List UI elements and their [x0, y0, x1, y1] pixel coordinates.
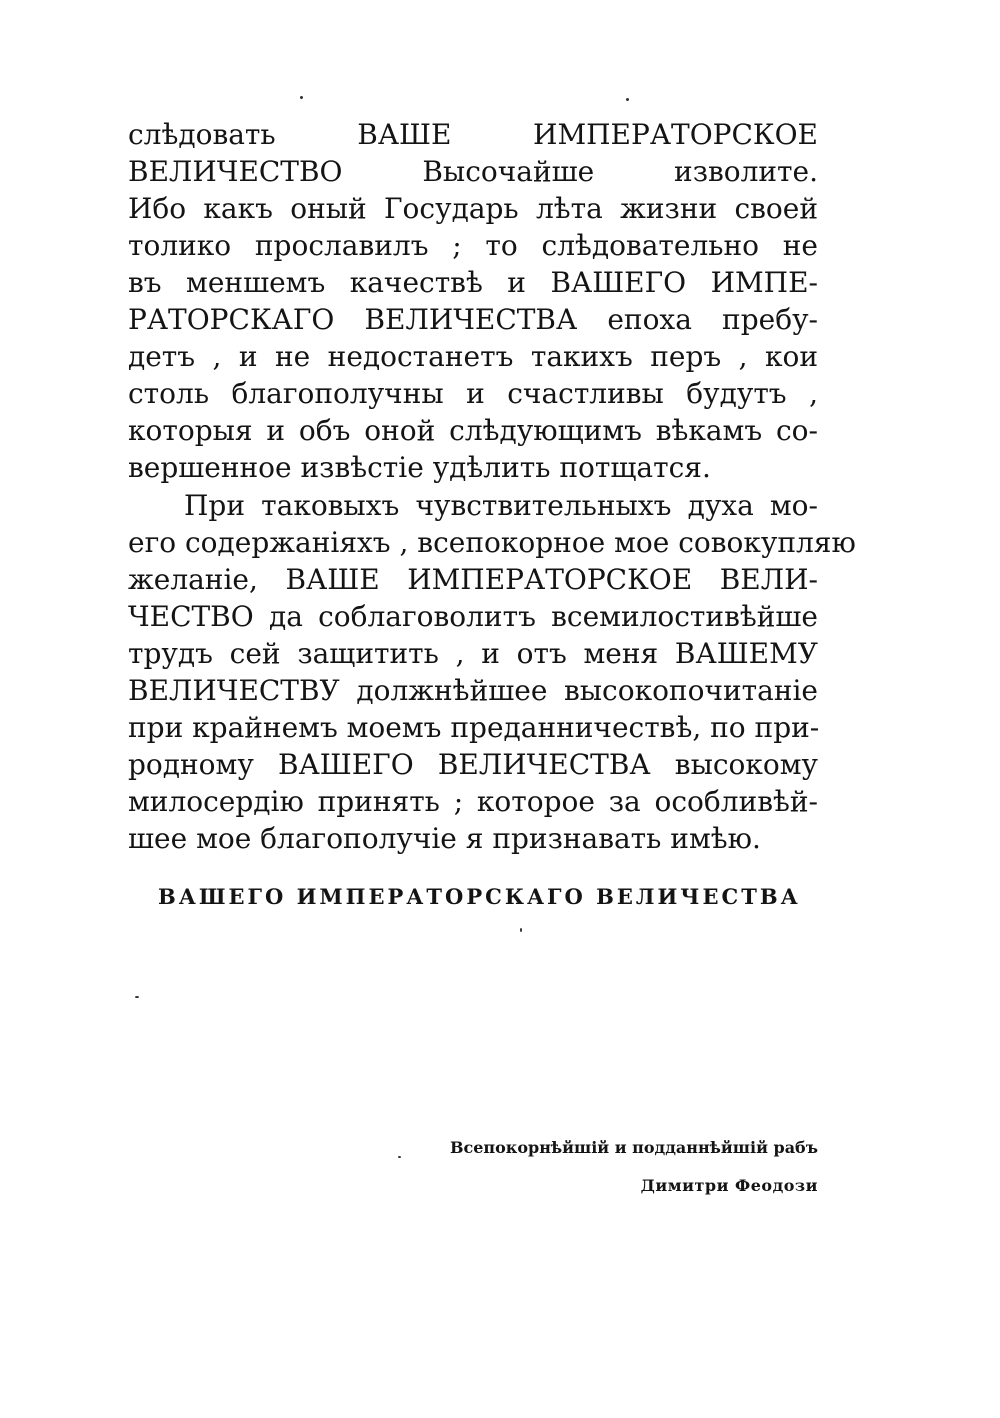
- print-speck: [626, 98, 629, 101]
- text-line: шее мое благополучіе я признавать имѣю.: [128, 822, 761, 855]
- text-line: ВЕЛИЧЕСТВО Высочайше изволите.: [128, 155, 818, 188]
- signature-name: Димитри Феодози: [640, 1176, 818, 1195]
- paragraph-1: [128, 116, 818, 486]
- text-line: вершенное извѣстіе удѣлить потщатся.: [128, 451, 711, 484]
- address-line: ВАШЕГО ИМПЕРАТОРСКАГО ВЕЛИЧЕСТВА: [158, 884, 801, 909]
- print-speck: [398, 1156, 401, 1158]
- text-line: толико прославилъ ; то слѣдовательно не: [128, 229, 818, 262]
- text-line: при крайнемъ моемъ преданничествѣ, по при-: [128, 711, 820, 744]
- text-line: слѣдовать ВАШЕ ИМПЕРАТОРСКОЕ: [128, 118, 818, 151]
- text-line: ВЕЛИЧЕСТВУ должнѣйшее высокопочитаніе: [128, 674, 818, 707]
- text-line: желаніе, ВАШЕ ИМПЕРАТОРСКОЕ ВЕЛИ-: [128, 563, 818, 596]
- print-speck: [135, 996, 139, 998]
- text-line: При таковыхъ чувствительныхъ духа мо-: [184, 489, 818, 522]
- text-line: РАТОРСКАГО ВЕЛИЧЕСТВА епоха пребу-: [128, 303, 818, 336]
- text-line: трудъ сей защитить , и отъ меня ВАШЕМУ: [128, 637, 818, 670]
- paragraph-2: [128, 487, 856, 857]
- signature-closing: Всепокорнѣйшій и подданнѣйшій рабъ: [449, 1138, 818, 1157]
- text-line: которыя и объ оной слѣдующимъ вѣкамъ со-: [128, 414, 818, 447]
- text-line: родному ВАШЕГО ВЕЛИЧЕСТВА высокому: [128, 748, 818, 781]
- print-speck: [520, 928, 522, 932]
- text-line: столь благополучны и счастливы будутъ ,: [128, 377, 818, 410]
- text-line: его содержаніяхъ , всепокорное мое совокупляю: [128, 526, 856, 559]
- print-speck: [300, 96, 303, 99]
- text-line: детъ , и не недостанетъ такихъ перъ , кои: [128, 340, 818, 373]
- text-line: милосердію принять ; которое за особливѣй-: [128, 785, 818, 818]
- text-line: Ибо какъ оный Государь лѣта жизни своей: [128, 192, 818, 225]
- text-line: въ меншемъ качествѣ и ВАШЕГО ИМПЕ-: [128, 266, 818, 299]
- text-line: ЧЕСТВО да соблаговолитъ всемилостивѣйше: [128, 600, 818, 633]
